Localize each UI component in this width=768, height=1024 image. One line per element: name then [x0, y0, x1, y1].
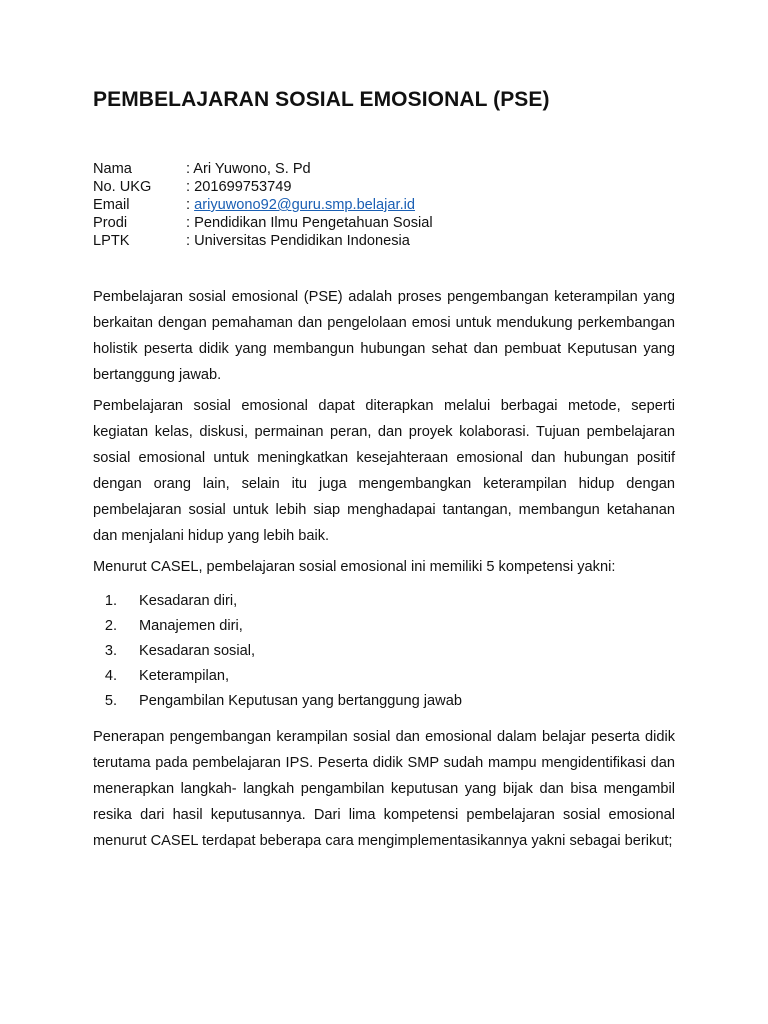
info-value: : Pendidikan Ilmu Pengetahuan Sosial [186, 215, 433, 231]
list-text: Manajemen diri, [139, 618, 243, 634]
info-row-nama [93, 160, 433, 178]
paragraph-methods: Pembelajaran sosial emosional dapat diterapkan melalui berbagai metode, seperti kegiatan kelas, diskusi, permainan peran, dan proyek kolaborasi. Tujuan pembelajaran sosial emosional untuk meningkatkan kesejahteraan emosional dan hubungan positif dengan orang lain, selain itu juga mengembangkan keterampilan hidup dengan pembelajaran sosial untuk lebih siap menghadapai tantangan, membangun ketahanan dan menjalani hidup yang lebih baik. [93, 398, 675, 544]
paragraph-casel-intro: Menurut CASEL, pembelajaran sosial emosional ini memiliki 5 kompetensi yakni: [93, 559, 616, 575]
author-info-block [93, 160, 433, 250]
list-number: 3. [104, 643, 117, 659]
list-item [93, 614, 462, 639]
info-value: : 201699753749 [186, 179, 292, 195]
info-row-lptk [93, 232, 433, 250]
info-value: : Ari Yuwono, S. Pd [186, 161, 311, 177]
competency-list [93, 589, 462, 714]
info-row-email [93, 196, 433, 214]
list-text: Kesadaran diri, [139, 593, 238, 609]
list-item [93, 639, 462, 664]
info-label: Prodi [93, 215, 128, 231]
list-text: Keterampilan, [139, 668, 230, 684]
paragraph-definition: Pembelajaran sosial emosional (PSE) adalah proses pengembangan keterampilan yang berkaitan dengan pemahaman dan pengelolaan emosi untuk mendukung perkembangan holistik peserta didik yang membangun hubungan sehat dan pembuat Keputusan yang bertanggung jawab. [93, 289, 675, 383]
list-number: 5. [104, 693, 117, 709]
list-text: Pengambilan Keputusan yang bertanggung jawab [139, 693, 462, 709]
list-item [93, 589, 462, 614]
email-link[interactable]: ariyuwono92@guru.smp.belajar.id [194, 197, 415, 213]
info-label: Nama [93, 161, 132, 177]
list-item [93, 664, 462, 689]
list-number: 2. [104, 618, 117, 634]
info-label: LPTK [93, 233, 130, 249]
list-number: 4. [104, 668, 117, 684]
info-value-prefix: : [186, 197, 195, 213]
list-text: Kesadaran sosial, [139, 643, 256, 659]
info-label: Email [93, 197, 130, 213]
info-row-prodi [93, 214, 433, 232]
document-title: PEMBELAJARAN SOSIAL EMOSIONAL (PSE) [93, 88, 550, 111]
list-item [93, 689, 462, 714]
info-row-no-ukg [93, 178, 433, 196]
list-number: 1. [104, 593, 117, 609]
paragraph-implementation: Penerapan pengembangan kerampilan sosial dan emosional dalam belajar peserta didik terutama pada pembelajaran IPS. Peserta didik SMP sudah mampu mengidentifikasi dan menerapkan langkah- langkah pengambilan keputusan yang bijak dan bisa mengambil resika dari hasil keputusannya. Dari lima kompetensi pembelajaran sosial emosional menurut CASEL terdapat beberapa cara mengimplementasikannya yakni sebagai berikut; [93, 729, 675, 849]
info-value: : Universitas Pendidikan Indonesia [186, 233, 410, 249]
info-label: No. UKG [93, 179, 152, 195]
